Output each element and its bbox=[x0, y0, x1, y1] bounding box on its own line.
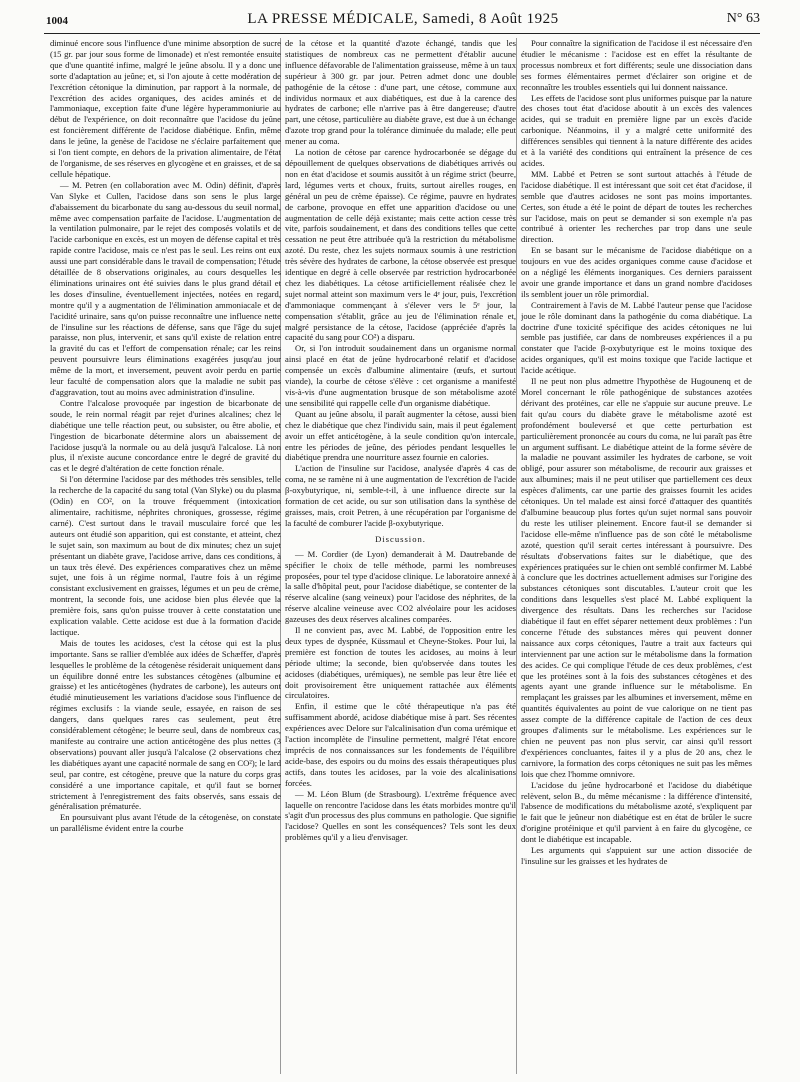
paragraph: En poursuivant plus avant l'étude de la cétogenèse, on constate un parallélisme évident entre la courbe bbox=[50, 812, 281, 834]
paragraph: La notion de cétose par carence hydrocarbonée se dégage du dépouillement de quelques observations de diabétiques arrivés ou non en état d'acidose et soumis aussitôt à un régime strict (beurre, lard, légumes verts et choux, fruits, surtout airelles rouges, en général un peu de crème épaisse). Ce régime, pauvre en hydrates de carbone, provoque en effet une apparition d'acidose ou une augmentation de celle déjà existante; mais cette action cesse très vite, parfois soudainement, et dans des conditions telles que cette cessation ne peut être attribuée qu'à la restriction du métabolisme azoté. Du reste, chez les sujets normaux soumis à une restriction très sévère des hydrates de carbone, la cétose observée est presque identique en degré à celle observée par restriction hydrocarbonée chez les diabétiques. La cétose artificiellement réalisée chez le sujet normal atteint son maximum vers le 4ᵉ jour, puis, l'excrétion d'ammoniaque commençant à s'élever vers le 5ᵉ jour, la compensation s'établit, grâce au jeu de l'élimination rénale et, malgré persistance de la cétose, l'acidose (appréciée d'après la capacité du sang pour CO²) a disparu. bbox=[285, 147, 516, 343]
page-number: 1004 bbox=[46, 15, 68, 27]
journal-title: LA PRESSE MÉDICALE, Samedi, 8 Août 1925 bbox=[247, 11, 559, 27]
paragraph: diminué encore sous l'influence d'une minime absorption de sucre (15 gr. par jour sous forme de limonade) et n'est remontée ensuite que d'une quantité infime, malgré le jeûne absolu. Il y a donc une sorte d'adaptation au jeûne; et, si l'on ajoute à cette modération de l'excrétion cétonique la diminution, par rapport à la normale, de l'excrétion des acides organiques, des acides aminés et de l'ammoniaque, exception faite d'une légère hyperammoniurie au début de l'expérience, on doit reconnaître que l'acidose du jeûne est foncièrement différente de l'acidose diabétique. Enfin, même dans le jeûne, la genèse de l'acidose ne s'éclaire parfaitement que si l'on tient compte, en dehors de la privation alimentaire, de l'état de l'organisme, de ses réserves en glycogène et en graisses, et de sa cellule hépatique. bbox=[50, 38, 281, 179]
paragraph: de la cétose et la quantité d'azote échangé, tandis que les statistiques de nombreux cas ne permettent d'établir aucune influence défavorable de l'alimentation graisseuse, même à un taux supérieur à 300 gr. par jour. Petren admet donc une double pathogénie de la cétose : d'une part, une cétose, commune aux individus normaux et aux diabétiques, est due à la carence des hydrates de carbone; elle n'arrive pas à être dangereuse; d'autre part, une cétose, particulière au diabète grave, est due à un échange d'azote trop grand pour la tolérance diminuée du malade; elle peut mener au coma. bbox=[285, 38, 516, 147]
paragraph: Il ne peut non plus admettre l'hypothèse de Hugounenq et de Morel concernant le rôle pathogénique de substances azotées dérivant des protéines, car elle ne s'appuie sur aucune preuve. Le fait qu'au cours du diabète grave le métabolisme azoté est profondément bouleversé et que cette perturbation est particulièrement prononcée au cours du coma, ne lui paraît pas être un argument suffisant. Le diabétique atteint de la forme sévère de la maladie ne pouvant assimiler les hydrates de carbone, se voit obligé, pour assurer son métabolisme, de recourir aux graisses et aux albumines; mais il ne peut utiliser que partiellement ces deux espèces d'aliments, car une partie des graisses fournit les acides cétoniques. Un tel malade est ainsi forcé d'attaquer des quantités d'albumine beaucoup plus fortes qu'un sujet normal sans pouvoir du reste les utiliser pleinement. Encore faut-il se demander si l'acidose elle-même n'influence pas de son côté le métabolisme azoté, question qu'il serait certes intéressant à poursuivre. Des résultats d'observations faites sur le diabétique, que des expériences pratiquées sur le chien ont semblé confirmer M. Labbé à conclure que les doctrines actuellement admises sur l'origine des substances cétoniques sont discutables. L'auteur croit que les conditions dans lesquelles s'est placé M. Labbé expliquent la divergence des résultats. Dans les recherches sur l'acidose diabétique il faut en effet séparer nettement deux problèmes : l'un concerne l'étude des substances mères qui peuvent donner naissance aux corps cétoniques, l'autre a trait aux facteurs qui interviennent par une action sur le métabolisme dans la formation des acides. Ce qui complique l'étude de ces deux problèmes, c'est que les protéines sont à la fois des substances cétogènes et des agents ayant une grande influence sur le métabolisme. En remplaçant les graisses par les albumines et inversement, même en quantités équivalentes au point de vue calorique on ne tient pas assez compte de la différence capitale de l'action de ces deux groupes d'aliments sur le métabolisme. Les expériences sur le chien ne peuvent pas non plus servir, car ainsi qu'il ressort d'expériences concluantes, faites il y a plus de 20 ans, chez le carnivore, la formation des corps cétoniques ne suit pas les mêmes lois que chez l'homme omnivore. bbox=[521, 376, 752, 779]
paragraph: Si l'on détermine l'acidose par des méthodes très sensibles, telle la recherche de la capacité du sang total (Van Slyke) ou du plasma (Odin) en CO², on la trouve fréquemment (intoxication alimentaire, rachitisme, néphrites chroniques, grossesse, régime carné). C'est surtout dans le travail musculaire forcé que les auteurs ont étudié son apparition, qui est constante, et atteint, chez le sujet sain, son maximum au bout de dix minutes; chez un sujet présentant un diabète grave, l'acidose arrive, dans ces conditions, à un taux très élevé. Des expériences comparatives chez un même sujet, une fois à un régime normal, l'autre fois à un régime consistant exclusivement en graisses, légumes et un peu de crème, montrent, la seconde fois, une acidose bien plus élevée que la première fois, sans qu'on puisse trouver à cette constatation une explication valable. Cette acidose est due à la formation d'acide lactique. bbox=[50, 474, 281, 637]
header-rule bbox=[44, 33, 760, 34]
paragraph: — M. Cordier (de Lyon) demanderait à M. Dautrebande de spécifier le choix de telle méthode, parmi les nombreuses proposées, pour tel type d'acidose clinique. Le laboratoire annexé à la salle d'hôpital peut, pour l'acidose diabétique, se contenter de la réserve alcaline (sang veineux) pour l'acidose des néphrites, de la réserve alcaline veineuse avec CO2 alvéolaire pour les acidoses gazeuses des deux réserves alcalines comparées. bbox=[285, 548, 516, 625]
paragraph: Enfin, il estime que le côté thérapeutique n'a pas été suffisamment abordé, acidose diabétique mise à part. Ses récentes expériences avec Delore sur l'alcalinisation d'un coma urémique et l'action incomplète de l'insuline permettent, malgré l'état encore imprécis de nos connaissances sur les fondements de l'équilibre acide-base, des espoirs ou du moins des essais thérapeutiques plus actifs, dans toutes les acidoses, par la voie des alcalinisations forcées. bbox=[285, 701, 516, 788]
paragraph: Contre l'alcalose provoquée par ingestion de bicarbonate de soude, le rein normal réagit par rejet d'urines alcalines; chez le diabétique une telle réaction peut, ou subsister, ou être abolie, et l'ingestion de bicarbonate détermine alors un abaissement de l'acidose jusqu'à la normale ou au delà jusqu'à l'alcalose. Là non plus, il n'existe aucune concordance entre le degré de gravité du cas et le degré d'altération de cette fonction rénale. bbox=[50, 397, 281, 474]
paragraph: Il ne convient pas, avec M. Labbé, de l'opposition entre les deux types de dyspnée, Küssmaul et Cheyne-Stokes. Pour lui, la première est fonction de toutes les acidoses, au moins à leur période ultime; la seconde, bien qu'observée dans toutes les acidoses (diabétiques, urémiques), ne semble pas leur être liée et doit provisoirement être uniquement rattachée aux éléments circulatoires. bbox=[285, 625, 516, 701]
paragraph: L'acidose du jeûne hydrocarboné et l'acidose du diabétique relèvent, selon B., du même mécanisme : la différence d'intensité, l'absence de modifications du métabolisme azoté, s'expliquent par le fait que le jeûneur non diabétique est en état de brûler le sucre d'origine protéinique et qu'il parvient à en faire du glycogène, ce dont le diabétique est incapable. bbox=[521, 779, 752, 845]
paragraph: MM. Labbé et Petren se sont surtout attachés à l'étude de l'acidose diabétique. Il est intéressant que soit cet état d'acidose, il semble que d'autres acidoses ne sont pas moins importantes. Certes, son étude a été le point de départ de toutes les recherches sur l'acidose, mais on peut se demander si son exemple n'a pas contribué à orienter les recherches par trop dans une seule direction. bbox=[521, 168, 752, 245]
column-divider bbox=[516, 38, 517, 1074]
column-1 bbox=[50, 38, 281, 1074]
paragraph: En se basant sur le mécanisme de l'acidose diabétique on a toujours en vue des acides organiques comme cause d'acidose et on a négligé les éléments inorganiques. Ces derniers paraissent avoir une grande importance et dans un grand nombre d'acidoses ils semblent jouer un rôle primordial. bbox=[521, 245, 752, 299]
running-header bbox=[46, 10, 760, 30]
paragraph: Contrairement à l'avis de M. Labbé l'auteur pense que l'acidose joue le rôle dominant dans la pathogénie du coma diabétique. La doctrine d'une toxicité spécifique des acides cétoniques ne lui semble pas justifiée, car dans de nombreuses expériences il a pu constater que l'acide β-oxybutyrique est le moins toxique des acides organiques, qu'il est moins toxique que l'acide lactique et l'acide acétique. bbox=[521, 299, 752, 376]
issue-number: N° 63 bbox=[726, 11, 760, 26]
paragraph: L'action de l'insuline sur l'acidose, analysée d'après 4 cas de coma, ne se ramène ni à une augmentation de l'excrétion de l'acide β-oxybutyrique, ni, semble-t-il, à une influence directe sur la formation de cet acide, ou sur son utilisation dans la synthèse de graisses, mais, croit Petren, à une récupération par l'organisme de la faculté de comburer l'acide β-oxybutyrique. bbox=[285, 463, 516, 528]
paragraph: Mais de toutes les acidoses, c'est la cétose qui est la plus importante. Sans se rallier d'emblée aux idées de Schæffer, d'après lesquelles le problème de la cétogenèse résiderait uniquement dans un équilibre donné entre les substances cétogènes (albumine et graisse) et les anticétogènes (hydrates de carbone), les auteurs ont étudié minutieusement les variations d'acidose sous l'influence de régimes exclusifs : la viande seule, essayée, en raison de ses dangers, dans quelques rares cas seulement, peut être considérablement cétogène; le beurre seul, dans de nombreux cas, manifeste au contraire une action anticétogène des plus nettes (3 observations) pouvant aller jusqu'à l'alcalose (2 observations chez les diabétiques ayant une capacité normale de sang en CO²); le lard seul, par contre, est cétogène, preuve que la nature du corps gras considéré a une importance capitale, et qu'il faut se borner strictement à l'enregistrement des faits observés, sans essais de généralisation prématurée. bbox=[50, 637, 281, 812]
paragraph: Les arguments qui s'appuient sur une action dissociée de l'insuline sur les graisses et les hydrates de bbox=[521, 845, 752, 866]
column-2 bbox=[285, 38, 516, 1074]
section-heading-discussion: Discussion. bbox=[375, 533, 426, 544]
paragraph: — M. Léon Blum (de Strasbourg). L'extrême fréquence avec laquelle on rencontre l'acidose dans les états morbides montre qu'il s'agit d'un processus des plus communs en pathologie. Que signifie l'acidose? Quelles en sont les conséquences? Tels sont les deux problèmes qu'il y a lieu d'envisager. bbox=[285, 788, 516, 843]
paragraph: Quant au jeûne absolu, il paraît augmenter la cétose, aussi bien chez le diabétique que chez l'individu sain, mais il peut également avoir un effet anticétogène, à la seule condition qu'on intercale, entre les périodes de jeûne, des périodes pendant lesquelles le diabétique prendra une nourriture assez fournie en calories. bbox=[285, 408, 516, 463]
paragraph: Or, si l'on introduit soudainement dans un organisme normal ainsi placé en état de jeûne hydrocarboné relatif et d'acidose compensée un excès d'albumine alimentaire (œufs, et surtout viande), la courbe de cétose s'élève : cet organisme a manifesté vis-à-vis d'une augmentation brusque de son métabolisme azoté une sensibilité qui rappelle celle d'un organisme diabétique. bbox=[285, 343, 516, 408]
paragraph: — M. Petren (en collaboration avec M. Odin) définit, d'après Van Slyke et Cullen, l'acidose dans son sens le plus large d'abaissement du bicarbonate du sang au-dessous du seuil normal, même avec compensation parfaite de l'acidose. L'augmentation de la ventilation pulmonaire, par le rejet des composés volatils et de l'acide carbonique en excès, est un moyen de défense capital et très rapide contre l'acidose, mais ce n'est pas le seul. Les reins ont eux aussi une part considérable dans le travail de compensation; l'étude détaillée de 8 observations originales, au cours desquelles les éliminations urinaires ont été suivies dans le plus grand détail et les doses d'insuline, éventuellement injectées, notées en regard, montre qu'il y a augmentation de l'élimination ammoniacale et de l'acidité urinaire, sans qu'on puisse reconnaître une influence nette de l'insuline sur les réactions de défense, sans que l'âge du sujet paraisse, non plus, intervenir, et sans qu'il existe de relation entre la gravité du cas et l'effort de compensation rénale; car les reins peuvent poursuivre leurs éliminations exagérées jusqu'au jour même de la mort, et inversement, peuvent avoir perdu en partie leur faculté de compensation alors que la maladie ne subit pas d'aggravation, tout au moins avec administration d'insuline. bbox=[50, 179, 281, 397]
paragraph: Les effets de l'acidose sont plus uniformes puisque par la nature des choses tout état d'acidose aboutit à un excès des valences acides, qui se traduit en première ligne par un excès d'acide carbonique. Néanmoins, il y a malgré cette uniformité des différences sensibles qui tiennent à la nature différente des acides et à la variété des conditions qui entraînent la présence de ces acides. bbox=[521, 92, 752, 168]
paragraph: Pour connaître la signification de l'acidose il est nécessaire d'en étudier le mécanisme : l'acidose est en effet la résultante de processus nombreux et fort différents; seule une dissociation dans ses formes élémentaires permet d'éclairer son origine et de reconnaître les troubles essentiels qui lui donnent naissance. bbox=[521, 38, 752, 92]
column-3 bbox=[521, 38, 752, 1074]
